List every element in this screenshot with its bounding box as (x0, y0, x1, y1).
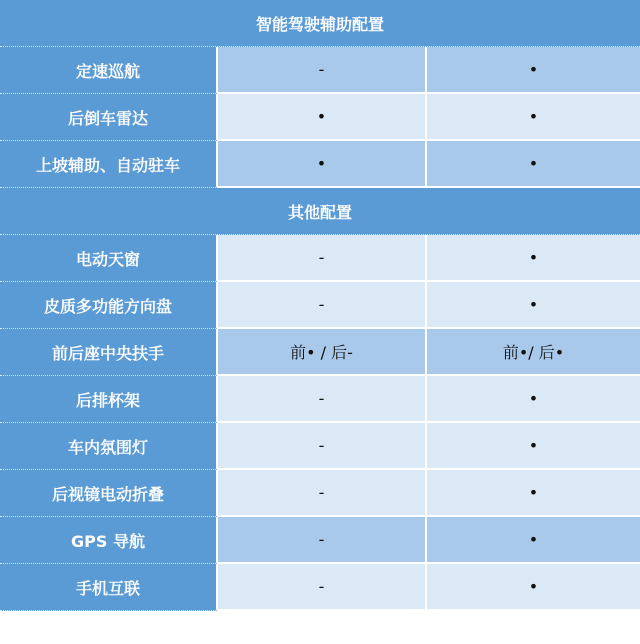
value-cell-trim-1: - (218, 470, 427, 517)
value-cell-trim-2: • (427, 564, 640, 611)
table-row (0, 141, 640, 188)
value-cell-trim-1: - (218, 47, 427, 94)
section-title: 其他配置 (0, 188, 640, 235)
feature-label: 后排杯架 (0, 376, 218, 423)
value-cell-trim-1: - (218, 235, 427, 282)
table-row (0, 47, 640, 94)
feature-label: 后视镜电动折叠 (0, 470, 218, 517)
value-cell-trim-2: • (427, 94, 640, 141)
value-cell-trim-1: - (218, 517, 427, 564)
section-title: 智能驾驶辅助配置 (0, 0, 640, 47)
feature-label: 皮质多功能方向盘 (0, 282, 218, 329)
feature-label: 手机互联 (0, 564, 218, 611)
feature-label: 后倒车雷达 (0, 94, 218, 141)
table-row (0, 282, 640, 329)
feature-label: 前后座中央扶手 (0, 329, 218, 376)
table-row (0, 329, 640, 376)
table-row (0, 517, 640, 564)
table-row (0, 564, 640, 611)
feature-label: 车内氛围灯 (0, 423, 218, 470)
value-cell-trim-1: - (218, 282, 427, 329)
value-cell-trim-1: - (218, 376, 427, 423)
value-cell-trim-1: - (218, 564, 427, 611)
section-header-row (0, 188, 640, 235)
table-row (0, 470, 640, 517)
value-cell-trim-2: • (427, 470, 640, 517)
value-cell-trim-2: • (427, 423, 640, 470)
feature-label: 上坡辅助、自动驻车 (0, 141, 218, 188)
table-row (0, 376, 640, 423)
feature-label: GPS 导航 (0, 517, 218, 564)
table-row (0, 235, 640, 282)
feature-label: 电动天窗 (0, 235, 218, 282)
table-row (0, 94, 640, 141)
value-cell-trim-2: 前•/ 后• (427, 329, 640, 376)
value-cell-trim-2: • (427, 282, 640, 329)
value-cell-trim-2: • (427, 47, 640, 94)
value-cell-trim-1: 前• / 后- (218, 329, 427, 376)
value-cell-trim-1: - (218, 423, 427, 470)
feature-label: 定速巡航 (0, 47, 218, 94)
value-cell-trim-2: • (427, 141, 640, 188)
value-cell-trim-2: • (427, 376, 640, 423)
table-row (0, 423, 640, 470)
value-cell-trim-1: • (218, 94, 427, 141)
value-cell-trim-2: • (427, 235, 640, 282)
value-cell-trim-1: • (218, 141, 427, 188)
value-cell-trim-2: • (427, 517, 640, 564)
section-header-row (0, 0, 640, 47)
